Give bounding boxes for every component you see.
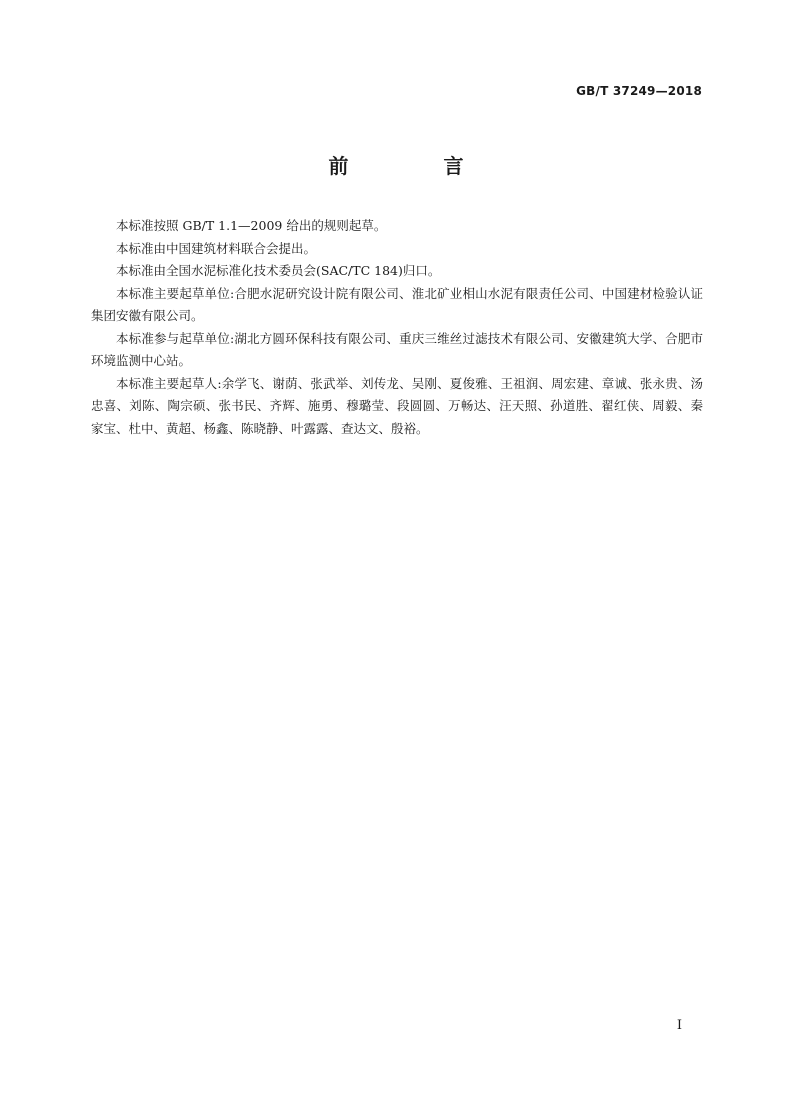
paragraph-administrator: 本标准由全国水泥标准化技术委员会(SAC/TC 184)归口。 [116,263,441,278]
paragraph-main-drafting-units: 本标准主要起草单位:合肥水泥研究设计院有限公司、淮北矿业相山水泥有限责任公司、中国建材检验认证集团安徽有限公司。 [91,285,703,323]
paragraph-proposer: 本标准由中国建筑材料联合会提出。 [116,240,317,256]
page-title: 前 言 [328,154,508,178]
standard-code: GB/T 37249—2018 [576,84,702,98]
foreword-body [91,215,703,440]
paragraph-drafting-rules: 本标准按照 GB/T 1.1—2009 给出的规则起草。 [116,218,387,233]
paragraph-main-drafters: 本标准主要起草人:余学飞、谢荫、张武举、刘传龙、吴刚、夏俊雅、王祖润、周宏建、章诚、张永贵、汤忠喜、刘陈、陶宗硕、张书民、齐辉、施勇、穆璐莹、段圆圆、万畅达、汪天照、孙道胜、翟红侠、周毅、秦家宝、杜中、黄超、杨鑫、陈晓静、叶露露、查达文、殷裕。 [91,375,703,436]
paragraph-participating-units: 本标准参与起草单位:湖北方圆环保科技有限公司、重庆三维丝过滤技术有限公司、安徽建筑大学、合肥市环境监测中心站。 [91,330,703,368]
page-number: I [676,1018,682,1033]
